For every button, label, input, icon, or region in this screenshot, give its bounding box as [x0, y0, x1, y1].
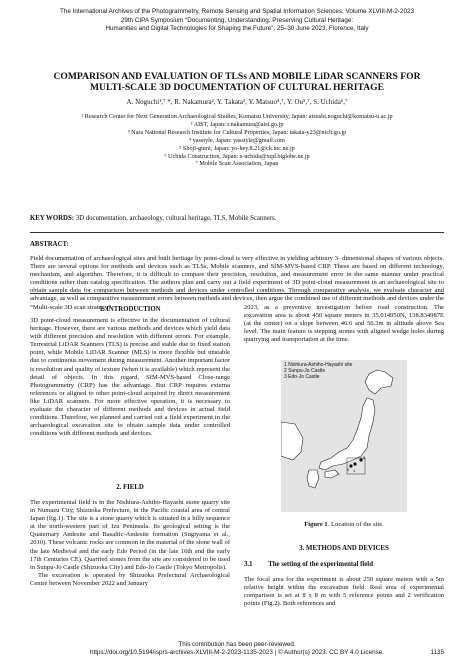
header-line: The International Archives of the Photogrammetry, Remote Sensing and Spatial Information Sciences, Volume XLVIII-M-2-2023 — [60, 8, 414, 15]
author-list: A. Noguchi¹,⁷ *, R. Nakamura², Y. Takata³, Y. Matsuo⁴,⁷, Y. Ou⁵,⁷, S. Uchida⁶,⁷ — [126, 98, 348, 106]
site-location-map — [281, 360, 407, 512]
affiliation: ⁵ Shoji-gumi, Japan: yo-hey.8.21@ck.tnc.ne.jp — [179, 144, 295, 152]
map-number-1: 1 — [353, 468, 356, 473]
affiliation: ² AIST, Japan: r.nakamura@aist.go.jp — [190, 120, 284, 128]
subsection-title: The setting of the experimental field — [268, 561, 373, 568]
mainland-shape — [281, 422, 303, 460]
doi-link[interactable]: https://doi.org/10.5194/isprs-archives-XLVIII-M-2-2023-1135-2023 | © Author(s) 2023. CC BY 4.0 License. — [90, 649, 384, 657]
field-text-continued: The excavation is operated by Shizuoka Prefectural Archaeological Centre between November 2022 and January — [30, 571, 230, 587]
kyushu-shape — [307, 470, 319, 488]
abstract-heading: ABSTRACT: — [30, 241, 69, 248]
journal-header — [0, 8, 474, 34]
japan-map — [281, 360, 407, 512]
subsection-number: 3.1 — [244, 561, 253, 568]
keywords-text: 3D documentation, archaeology, cultural heritage, TLS, Mobile Scanners. — [75, 215, 277, 222]
keywords — [30, 215, 444, 222]
page-number: 1135 — [430, 649, 444, 656]
peer-review-note: This contribution has been peer-reviewed. — [178, 641, 296, 648]
intro-text: 3D point-cloud measurement is effective in the documentation of cultural heritage. However, there are various methods and devices which yield data with different precision and resolution with different errors. For example, Terrestrial LiDAR Scanners (TLS) is precise and stable due to fixed station point, while Mobile LiDAR Scanner (MLS) is more flexible but unstable due to continuous movement during measurement. Another important factor is resolution and quality of texture (when it is available) which represent the detail of objects. In this regard, SfM-MVS-based Close-range Photogrammetry (CRP) has the advantage. But CRP requires externa references or aligned to other point-cloud acquired by direct measurement like LiDAR scanners. For more effective operation, it is necessary to evaluate the character of different methods and devices in actual field conditions. Therefore, we planned and carried out a field experiment in the archaeological excavation site to obtain sample data under controlled conditions with different methods and devices. — [30, 317, 230, 438]
keywords-label: KEY WORDS: — [30, 215, 74, 222]
figure-caption — [244, 521, 444, 528]
affiliations — [0, 113, 474, 168]
legend-item: 3 Edo-Jo Castle — [284, 374, 320, 381]
hokkaido-shape — [365, 370, 393, 394]
legend-item: 2 Sunpu-Jo Castle — [284, 368, 326, 375]
title-line: COMPARISON AND EVALUATION OF TLSs AND MOBILE LiDAR SCANNERS FOR — [53, 71, 421, 82]
affiliation: ³ Nara National Research Institute for Cultural Properties, Japan: takata-y23@nich.go.jp — [127, 128, 347, 136]
affiliation: ¹ Research Center for Next Generation Archaeological Studies, Komatsu University, Japan: atsushi.noguchi@komatsu-u.ac.jp — [81, 113, 393, 120]
affiliation: ⁷ Mobile Scan Association, Japan — [195, 160, 279, 168]
site-marker-1 — [353, 462, 356, 465]
legend-item: 1 Nishiura-Ashiho-Hayashi site — [284, 362, 353, 368]
map-number-3: 3 — [363, 455, 366, 460]
map-number-2: 2 — [347, 467, 350, 472]
field-heading: 2. FIELD — [116, 484, 144, 491]
shikoku-shape — [325, 470, 339, 478]
methods-text: The focal area for the experiment is about 250 square meters with a 5m relative height within the excavation field. Real area of experimental comparison is set at 8 x 8 m with 5 reference points and 2 verification points (Fig.2). Both references and — [244, 576, 444, 608]
intro-heading: 1. INTRODUCTION — [99, 306, 161, 313]
divider — [30, 293, 444, 294]
divider — [30, 232, 444, 233]
methods-heading: 3. METHODS AND DEVICES — [299, 545, 389, 552]
abstract-text: Field documentation of archaeological sites and built heritage by point-cloud is very effective in yielding arbitrary 3- dimensional shapes of various objects. There are several options for methods and devices such as TLSs, Mobile scanners, and SfM-MVS-based CRP. These are based on different technology, mechanism, and algorithm. Therefore, it is difficult to compare their precision, resolution, and measurement error in the same manner under practical conditions rather than catalog specification. The authors plan and carry out a field experiment of 3D point-cloud measurement in an archaeological site to obtain sample data for comparison between methods and devices under controlled conditions. Through comparative analysis, we evaluate character and advantage, as well as comparative measurement errors between methods and devices, then argue the combined use of different methods and devices under the “Multi-scale 3D scan strategy”. — [30, 255, 444, 311]
figure-label: Figure 1 — [304, 521, 328, 528]
field-text: The experimental field is in the Nishiura-Ashiho-Hayashi stone quarry site in Numazu City, Shizuoka Prefecture, in the Pacific coastal area of central Japan (fig.1). The site is a stone quarry which is situated in a hilly sequence at the north-western part of Izu Peninsula. Its geological setting is the Quaternary Andesite and Basaltic-Andesite formation (Sugiyama et al., 2010). These volcanic rocks are common in the material of the stone wall of the late Medieval and the early Edo Period (in the late 16th and the early 17th Centuries CE). Quarried stones from the site are considered to be used in Sunpu-Jo Castle (Shizuoka City) and Edo-Jo Castle (Tokyo Metropolis). — [30, 499, 230, 571]
field-section — [30, 499, 230, 588]
paper-title — [0, 71, 474, 94]
header-line: 29th CIPA Symposium “Documenting, Understanding, Preserving Cultural Heritage: — [120, 16, 354, 24]
header-line: Humanities and Digital Technologies for Shaping the Future”, 25–30 June 2023, Florence, Italy — [105, 25, 369, 33]
subsection-heading — [244, 561, 373, 568]
map-legend — [284, 362, 352, 381]
affiliation: ⁴ yasstyle, Japan: yasstyle@gmail.com — [188, 136, 285, 144]
affiliation: ⁶ Uchida Construction, Japan: s-uchida@xqd.biglobe.ne.jp — [164, 152, 310, 160]
field-text-right: 2023, as a preventive investigation before road construction. The excavation area is about 450 square meters in 35.014950N, 138.834987E (at the center) on a slope between 46.6 and 50.3m in altitude above Sea level. The main feature is stepping stones with aligned wedge holes during quarrying and transportation at the time. — [244, 304, 444, 344]
page-footer — [0, 641, 474, 658]
title-line: MULTI-SCALE 3D DOCUMENTATION OF CULTURAL HERITAGE — [90, 82, 384, 94]
figure-caption-text: . Location of the site. — [327, 521, 384, 528]
